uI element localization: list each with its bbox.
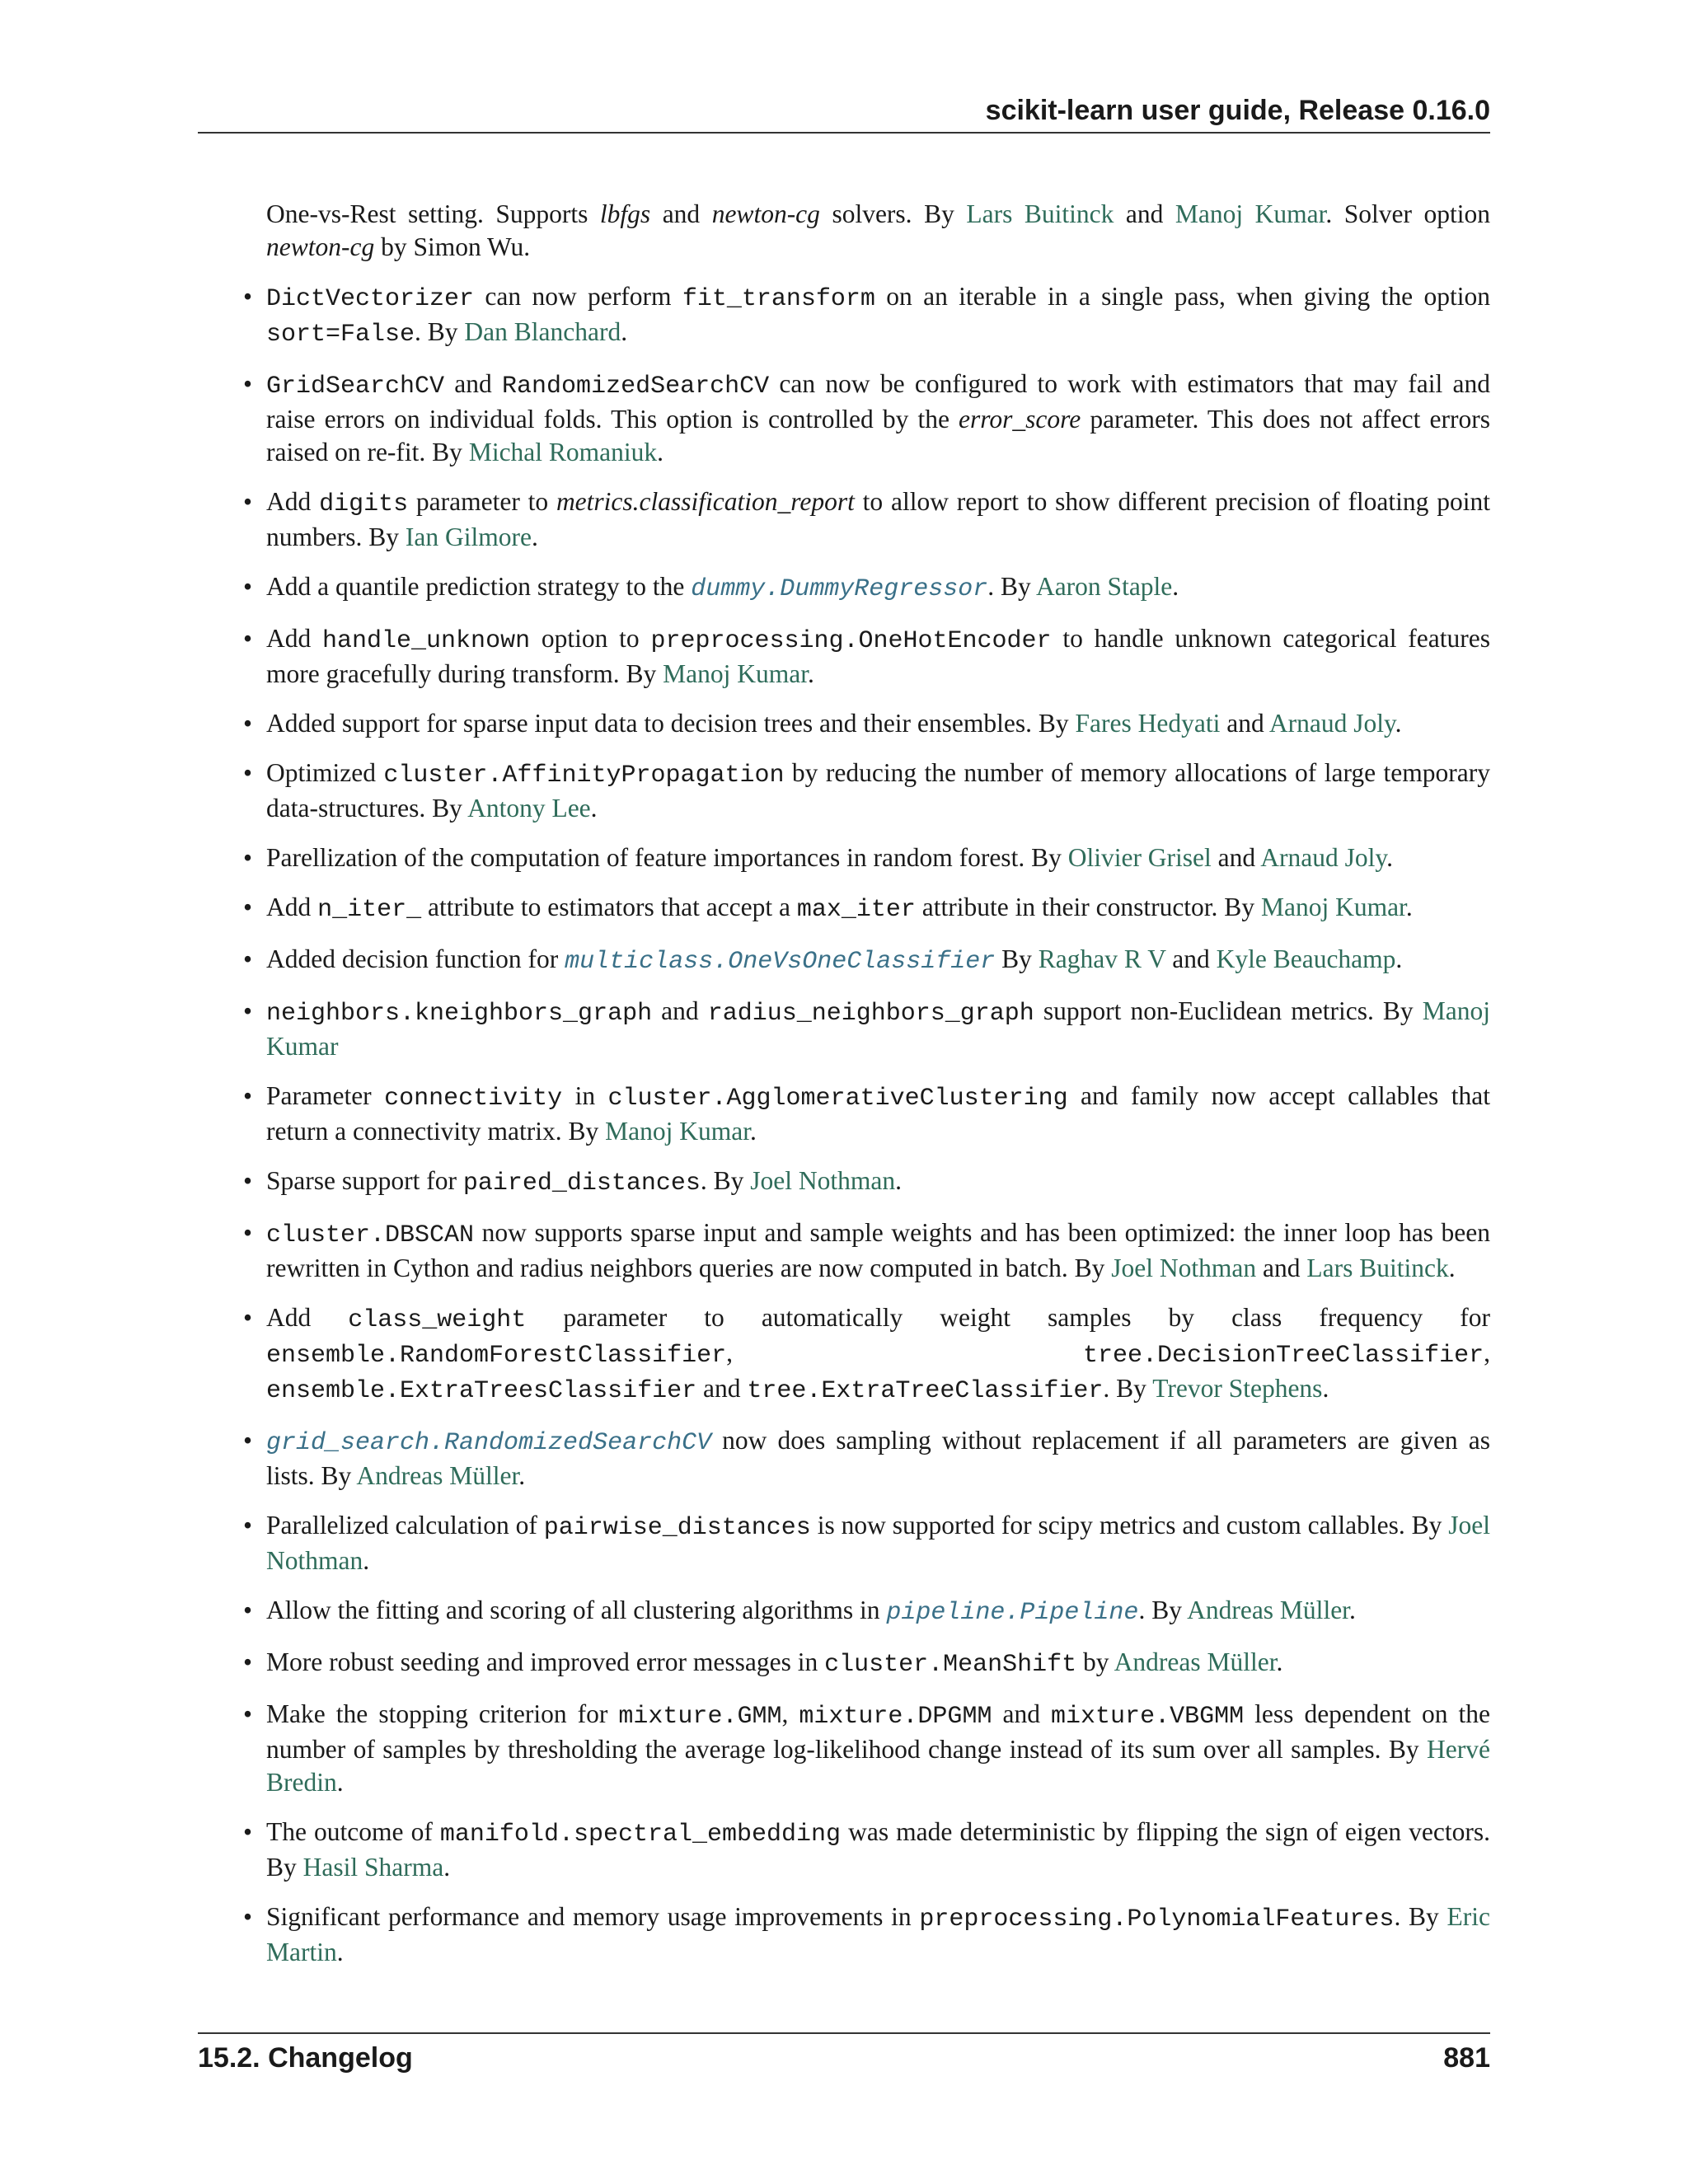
- changelog-item: [266, 943, 1490, 978]
- text-run: Added decision function for: [266, 944, 565, 973]
- emphasis-text: newton-cg: [266, 232, 375, 261]
- text-run: and: [650, 199, 712, 228]
- code-literal: cluster.AffinityPropagation: [383, 762, 785, 790]
- text-run: ,: [1484, 1338, 1490, 1367]
- text-run: can now be configured to work with estimators that may fail and raise errors on individual folds. This option is controlled by the: [266, 369, 1490, 434]
- changelog-item: [266, 485, 1490, 554]
- code-literal: neighbors.kneighbors_graph: [266, 1000, 653, 1028]
- page-header: [198, 92, 1490, 134]
- text-run: Parameter: [266, 1081, 385, 1110]
- text-run: and: [1211, 843, 1261, 872]
- changelog-item: [266, 757, 1490, 825]
- code-literal: cluster.MeanShift: [824, 1651, 1077, 1679]
- text-run: .: [590, 794, 598, 823]
- text-run: now supports sparse input and sample weights and has been optimized: the inner loop has been rewritten in Cython and radius neighbors queries are now computed in batch. By: [266, 1218, 1490, 1282]
- text-run: and: [696, 1374, 748, 1403]
- text-run: and: [652, 996, 708, 1025]
- author-link[interactable]: Manoj Kumar: [266, 996, 1491, 1061]
- api-reference-link[interactable]: pipeline.Pipeline: [886, 1599, 1139, 1627]
- changelog-item: [266, 891, 1490, 926]
- text-run: .: [443, 1853, 451, 1882]
- text-run: .: [1348, 1596, 1356, 1624]
- text-run: solvers. By: [819, 199, 967, 228]
- text-run: attribute in their constructor. By: [915, 893, 1261, 921]
- code-literal: mixture.GMM: [618, 1703, 782, 1731]
- text-run: .: [363, 1546, 370, 1575]
- text-run: .: [1448, 1254, 1456, 1282]
- text-run: parameter. This does not affect errors raised on re-fit. By: [266, 405, 1490, 466]
- text-run: Parallelized calculation of: [266, 1511, 544, 1540]
- changelog-list: [266, 280, 1490, 1969]
- text-run: More robust seeding and improved error messages in: [266, 1647, 825, 1676]
- emphasis-text: lbfgs: [599, 199, 651, 228]
- text-run: .: [895, 1166, 903, 1195]
- text-run: Sparse support for: [266, 1166, 463, 1195]
- intro-paragraph: [266, 198, 1490, 264]
- changelog-item: [266, 368, 1490, 469]
- text-run: .: [336, 1938, 344, 1966]
- text-run: and: [1220, 709, 1269, 738]
- code-literal: handle_unknown: [322, 627, 531, 655]
- api-reference-link[interactable]: dummy.DummyRegressor: [691, 575, 988, 603]
- changelog-item: [266, 1165, 1490, 1200]
- text-run: .: [1386, 843, 1393, 872]
- code-literal: digits: [319, 490, 409, 518]
- section-title: 15.2. Changelog: [198, 2042, 413, 2074]
- changelog-item: [266, 1424, 1490, 1493]
- text-run: Add: [266, 893, 318, 921]
- text-run: Optimized: [266, 758, 384, 787]
- code-literal: paired_distances: [462, 1169, 701, 1197]
- text-run: .: [518, 1461, 526, 1490]
- code-literal: mixture.DPGMM: [799, 1703, 992, 1731]
- text-run: The outcome of: [266, 1817, 440, 1846]
- text-run: . By: [415, 317, 465, 346]
- emphasis-text: metrics.classification_report: [556, 487, 855, 516]
- code-literal: manifold.spectral_embedding: [439, 1821, 842, 1849]
- text-run: option to: [530, 624, 651, 653]
- author-link[interactable]: Arnaud Joly: [1268, 709, 1395, 738]
- code-literal: tree.ExtraTreeClassifier: [747, 1377, 1104, 1405]
- text-run: . By: [1103, 1374, 1153, 1403]
- author-link[interactable]: Joel Nothman: [750, 1166, 896, 1195]
- text-run: .: [1395, 944, 1403, 973]
- text-run: Add: [266, 1303, 349, 1332]
- document-title: scikit-learn user guide, Release 0.16.0: [985, 95, 1490, 126]
- code-literal: sort=False: [266, 321, 415, 349]
- text-run: and: [1256, 1254, 1307, 1282]
- text-run: and family now accept callables that return a connectivity matrix. By: [266, 1081, 1490, 1146]
- code-literal: preprocessing.PolynomialFeatures: [919, 1905, 1395, 1933]
- text-run: Added support for sparse input data to decision trees and their ensembles. By: [266, 709, 1076, 738]
- text-run: can now perform: [474, 282, 682, 311]
- text-run: Add a quantile prediction strategy to the: [266, 572, 692, 601]
- text-run: Significant performance and memory usage improvements in: [266, 1902, 920, 1931]
- author-link[interactable]: Joel Nothman: [1111, 1254, 1257, 1282]
- author-link[interactable]: Raghav R V: [1038, 944, 1166, 973]
- changelog-item: [266, 1698, 1490, 1799]
- changelog-item: [266, 1900, 1490, 1969]
- code-literal: mixture.VBGMM: [1051, 1703, 1245, 1731]
- changelog-item: [266, 1080, 1490, 1148]
- code-literal: GridSearchCV: [266, 373, 445, 401]
- text-run: is now supported for scipy metrics and custom callables. By: [810, 1511, 1449, 1540]
- api-reference-link[interactable]: grid_search.RandomizedSearchCV: [266, 1429, 712, 1457]
- author-link[interactable]: Aaron Staple: [1035, 572, 1173, 601]
- changelog-item: [266, 1646, 1490, 1681]
- code-literal: preprocessing.OneHotEncoder: [650, 627, 1052, 655]
- changelog-item: [266, 570, 1490, 606]
- text-run: . Solver option: [1325, 199, 1491, 228]
- author-link[interactable]: Dan Blanchard: [464, 317, 621, 346]
- code-literal: class_weight: [348, 1306, 527, 1334]
- author-link[interactable]: Arnaud Joly: [1260, 843, 1387, 872]
- code-literal: pairwise_distances: [543, 1514, 811, 1542]
- author-link[interactable]: Manoj Kumar: [663, 659, 808, 688]
- code-literal: cluster.AgglomerativeClustering: [607, 1085, 1068, 1113]
- author-link[interactable]: Manoj Kumar: [1175, 199, 1326, 228]
- changelog-item: [266, 1816, 1490, 1884]
- author-link[interactable]: Michal Romaniuk: [468, 438, 658, 466]
- changelog-item: [266, 1509, 1490, 1577]
- text-run: parameter to: [408, 487, 556, 516]
- author-link[interactable]: Joel Nothman: [266, 1511, 1490, 1575]
- text-run: .: [1395, 709, 1402, 738]
- text-run: .: [657, 438, 664, 466]
- text-run: By: [995, 944, 1039, 973]
- text-run: now does sampling without replacement if all parameters are given as lists. By: [266, 1426, 1490, 1490]
- text-run: in: [562, 1081, 608, 1110]
- text-run: to allow report to show different precision of floating point numbers. By: [266, 487, 1490, 551]
- text-run: .: [1276, 1647, 1283, 1676]
- text-run: .: [531, 523, 538, 551]
- changelog-item: [266, 995, 1490, 1063]
- changelog-item: [266, 1301, 1490, 1408]
- text-run: less dependent on the number of samples by thresholding the average log-likelihood change instead of its sum over all samples. By: [266, 1699, 1490, 1764]
- changelog-item: [266, 707, 1490, 740]
- text-run: . By: [700, 1166, 751, 1195]
- author-link[interactable]: Andreas Müller: [1114, 1647, 1277, 1676]
- text-run: .: [807, 659, 814, 688]
- text-run: Allow the fitting and scoring of all clustering algorithms in: [266, 1596, 887, 1624]
- author-link[interactable]: Trevor Stephens: [1152, 1374, 1323, 1403]
- author-link[interactable]: Lars Buitinck: [1306, 1254, 1449, 1282]
- code-literal: cluster.DBSCAN: [266, 1221, 475, 1249]
- text-run: .: [1322, 1374, 1329, 1403]
- code-literal: fit_transform: [682, 285, 875, 313]
- text-run: and: [1114, 199, 1175, 228]
- text-run: support non-Euclidean metrics. By: [1034, 996, 1423, 1025]
- text-run: One-vs-Rest setting. Supports: [266, 199, 600, 228]
- changelog-item: [266, 1594, 1490, 1629]
- text-run: . By: [1138, 1596, 1188, 1624]
- author-link[interactable]: Olivier Grisel: [1067, 843, 1212, 872]
- author-link[interactable]: Manoj Kumar: [1260, 893, 1406, 921]
- code-literal: max_iter: [796, 896, 916, 924]
- text-run: parameter to automatically weight samples by class frequency for: [526, 1303, 1490, 1332]
- text-run: Add: [266, 487, 320, 516]
- code-literal: radius_neighbors_graph: [707, 1000, 1034, 1028]
- code-literal: tree.DecisionTreeClassifier: [1083, 1342, 1484, 1370]
- author-link[interactable]: Manoj Kumar: [605, 1117, 750, 1146]
- author-link[interactable]: Antony Lee: [467, 794, 591, 823]
- text-run: and: [1165, 944, 1217, 973]
- text-run: ,: [781, 1699, 799, 1728]
- changelog-item: [266, 280, 1490, 351]
- changelog-item: [266, 1216, 1490, 1285]
- text-run: .: [1405, 893, 1413, 921]
- text-run: by reducing the number of memory allocations of large temporary data-structures. By: [266, 758, 1490, 823]
- text-run: .: [621, 317, 628, 346]
- author-link[interactable]: Eric Martin: [266, 1902, 1490, 1966]
- code-literal: n_iter_: [317, 896, 422, 924]
- author-link[interactable]: Andreas Müller: [1187, 1596, 1349, 1624]
- text-run: ,: [726, 1338, 1084, 1367]
- author-link[interactable]: Andreas Müller: [356, 1461, 519, 1490]
- text-run: Parellization of the computation of feature importances in random forest. By: [266, 843, 1068, 872]
- text-run: to handle unknown categorical features more gracefully during transform. By: [266, 624, 1490, 688]
- text-run: .: [750, 1117, 757, 1146]
- text-run: .: [336, 1768, 344, 1797]
- text-run: . By: [1394, 1902, 1447, 1931]
- text-run: by Simon Wu.: [374, 232, 531, 261]
- author-link[interactable]: Fares Hedyati: [1075, 709, 1221, 738]
- page-number: 881: [1443, 2042, 1490, 2074]
- author-link[interactable]: Ian Gilmore: [405, 523, 532, 551]
- author-link[interactable]: Hervé Bredin: [266, 1735, 1490, 1797]
- text-run: attribute to estimators that accept a: [421, 893, 797, 921]
- text-run: on an iterable in a single pass, when giving the option: [874, 282, 1490, 311]
- emphasis-text: error_score: [959, 405, 1081, 434]
- text-run: and: [444, 369, 503, 398]
- changelog-item: [266, 622, 1490, 691]
- author-link[interactable]: Lars Buitinck: [966, 199, 1114, 228]
- api-reference-link[interactable]: multiclass.OneVsOneClassifier: [565, 948, 996, 976]
- text-run: .: [1172, 572, 1179, 601]
- changelog-item: [266, 841, 1490, 874]
- page-footer: [198, 2032, 1490, 2083]
- changelog-content: [266, 198, 1490, 1969]
- text-run: Make the stopping criterion for: [266, 1699, 619, 1728]
- text-run: was made deterministic by flipping the sign of eigen vectors. By: [266, 1817, 1490, 1882]
- code-literal: ensemble.RandomForestClassifier: [266, 1342, 727, 1370]
- text-run: and: [992, 1699, 1052, 1728]
- author-link[interactable]: Kyle Beauchamp: [1216, 944, 1396, 973]
- code-literal: connectivity: [384, 1085, 563, 1113]
- code-literal: ensemble.ExtraTreesClassifier: [266, 1377, 697, 1405]
- text-run: by: [1076, 1647, 1114, 1676]
- code-literal: RandomizedSearchCV: [502, 373, 770, 401]
- text-run: . By: [987, 572, 1036, 601]
- author-link[interactable]: Hasil Sharma: [302, 1853, 444, 1882]
- emphasis-text: newton-cg: [711, 199, 820, 228]
- text-run: Add: [266, 624, 323, 653]
- code-literal: DictVectorizer: [266, 285, 475, 313]
